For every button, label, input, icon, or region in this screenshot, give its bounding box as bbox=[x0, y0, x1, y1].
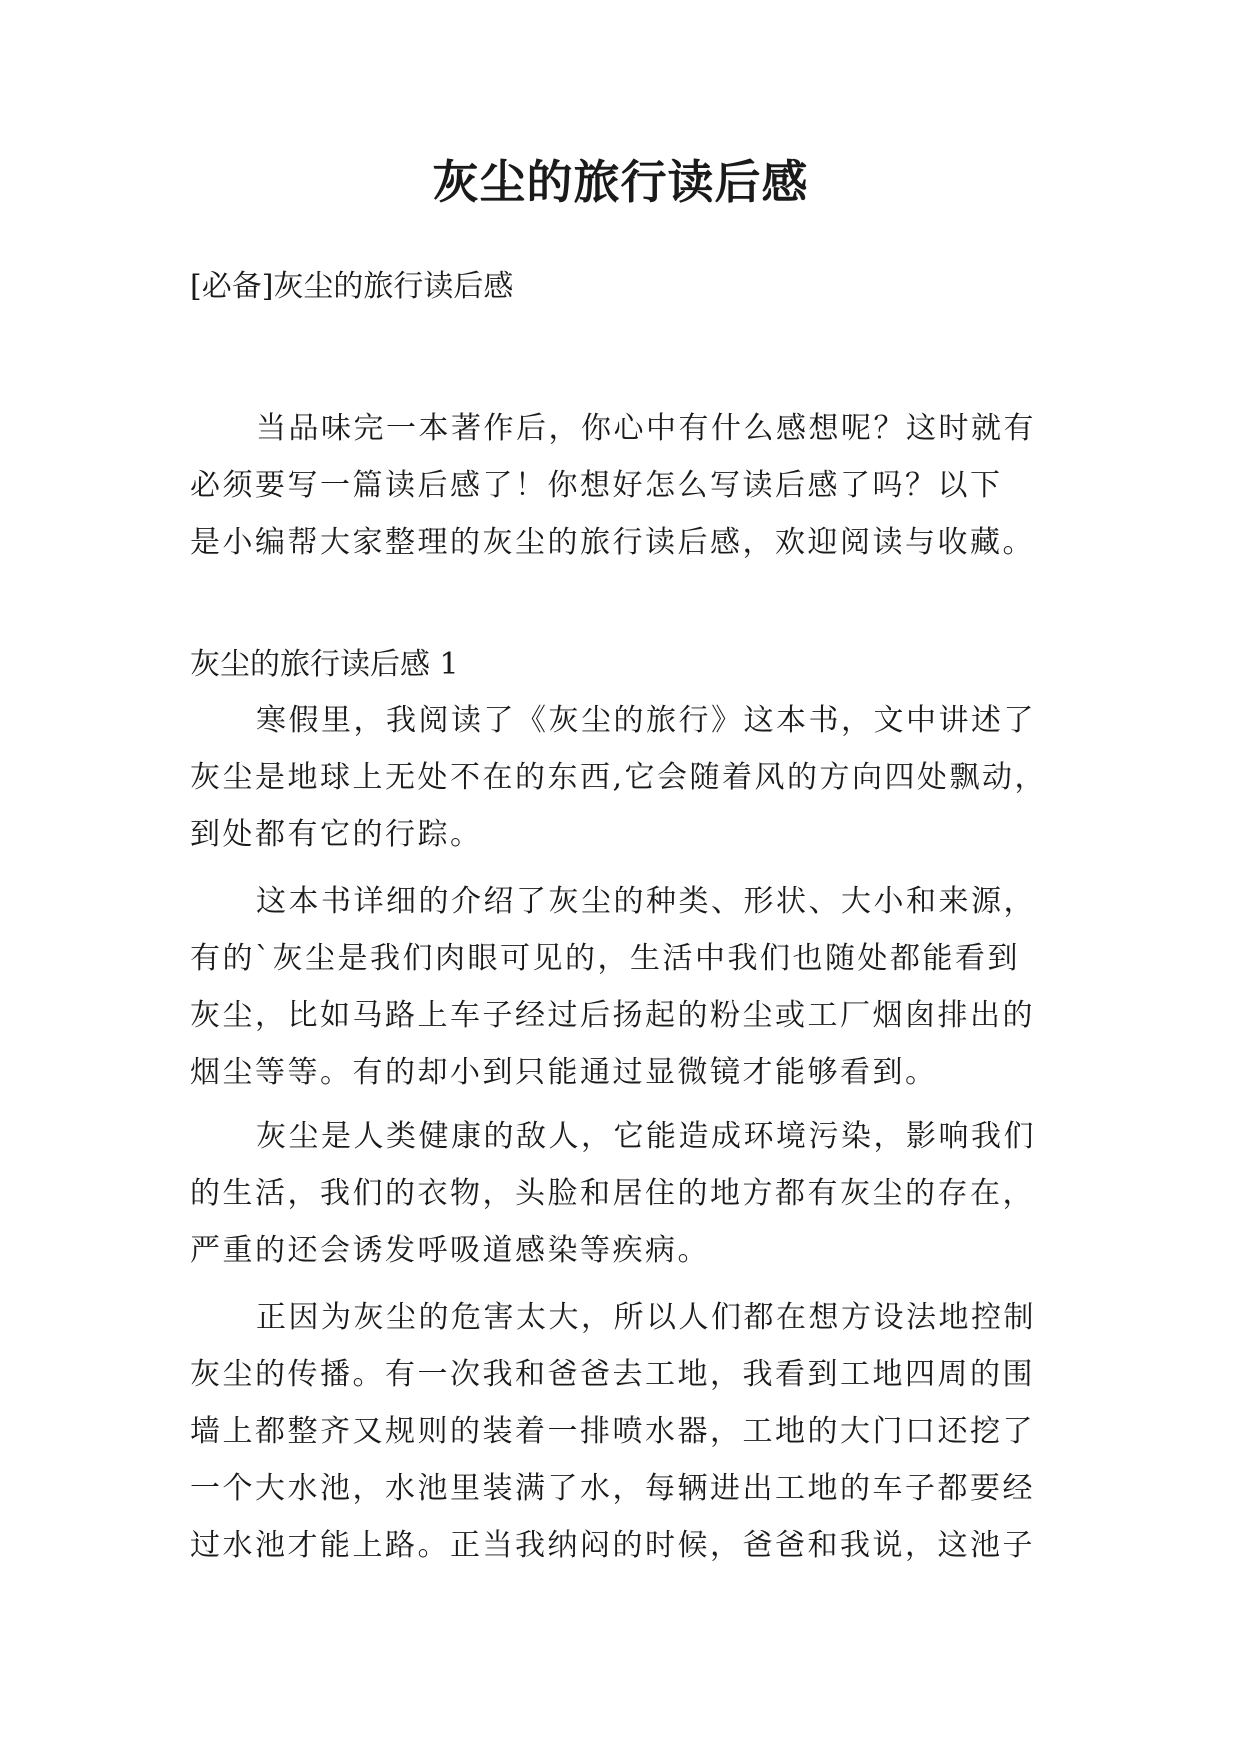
document-title: 灰尘的旅行读后感 bbox=[432, 155, 809, 209]
paragraph-line: 到处都有它的行踪。 bbox=[190, 817, 483, 852]
body-paragraph-2 bbox=[190, 873, 1070, 1101]
intro-paragraph bbox=[190, 400, 1070, 571]
paragraph-line: 灰尘是地球上无处不在的东西,它会随着风的方向四处飘动， bbox=[190, 760, 1048, 795]
intro-line: 是小编帮大家整理的灰尘的旅行读后感，欢迎阅读与收藏。 bbox=[190, 525, 1035, 560]
intro-line: 必须要写一篇读后感了！你想好怎么写读后感了吗？以下 bbox=[190, 468, 1003, 503]
paragraph-line: 这本书详细的介绍了灰尘的种类、形状、大小和来源， bbox=[256, 884, 1036, 919]
intro-line: 当品味完一本著作后，你心中有什么感想呢？这时就有 bbox=[256, 411, 1036, 446]
paragraph-line: 灰尘，比如马路上车子经过后扬起的粉尘或工厂烟囱排出的 bbox=[190, 998, 1035, 1033]
section-heading: 灰尘的旅行读后感 1 bbox=[190, 647, 459, 682]
paragraph-line: 严重的还会诱发呼吸道感染等疾病。 bbox=[190, 1233, 710, 1268]
paragraph-line: 烟尘等等。有的却小到只能通过显微镜才能够看到。 bbox=[190, 1055, 938, 1090]
paragraph-line: 的生活，我们的衣物，头脸和居住的地方都有灰尘的存在， bbox=[190, 1176, 1035, 1211]
paragraph-line: 一个大水池，水池里装满了水，每辆进出工地的车子都要经 bbox=[190, 1471, 1035, 1506]
paragraph-line: 灰尘是人类健康的敌人，它能造成环境污染，影响我们 bbox=[256, 1119, 1036, 1154]
paragraph-line: 正因为灰尘的危害太大，所以人们都在想方设法地控制 bbox=[256, 1300, 1036, 1335]
paragraph-line: 灰尘的传播。有一次我和爸爸去工地，我看到工地四周的围 bbox=[190, 1357, 1035, 1392]
document-subtitle: [必备]灰尘的旅行读后感 bbox=[190, 269, 514, 304]
body-paragraph-1 bbox=[190, 692, 1070, 863]
paragraph-line: 寒假里，我阅读了《灰尘的旅行》这本书，文中讲述了 bbox=[256, 703, 1036, 738]
paragraph-line: 墙上都整齐又规则的装着一排喷水器，工地的大门口还挖了 bbox=[190, 1414, 1035, 1449]
body-paragraph-3 bbox=[190, 1108, 1070, 1279]
paragraph-line: 过水池才能上路。正当我纳闷的时候，爸爸和我说，这池子 bbox=[190, 1528, 1035, 1563]
body-paragraph-4 bbox=[190, 1289, 1070, 1574]
paragraph-line: 有的`灰尘是我们肉眼可见的，生活中我们也随处都能看到 bbox=[190, 941, 1020, 976]
